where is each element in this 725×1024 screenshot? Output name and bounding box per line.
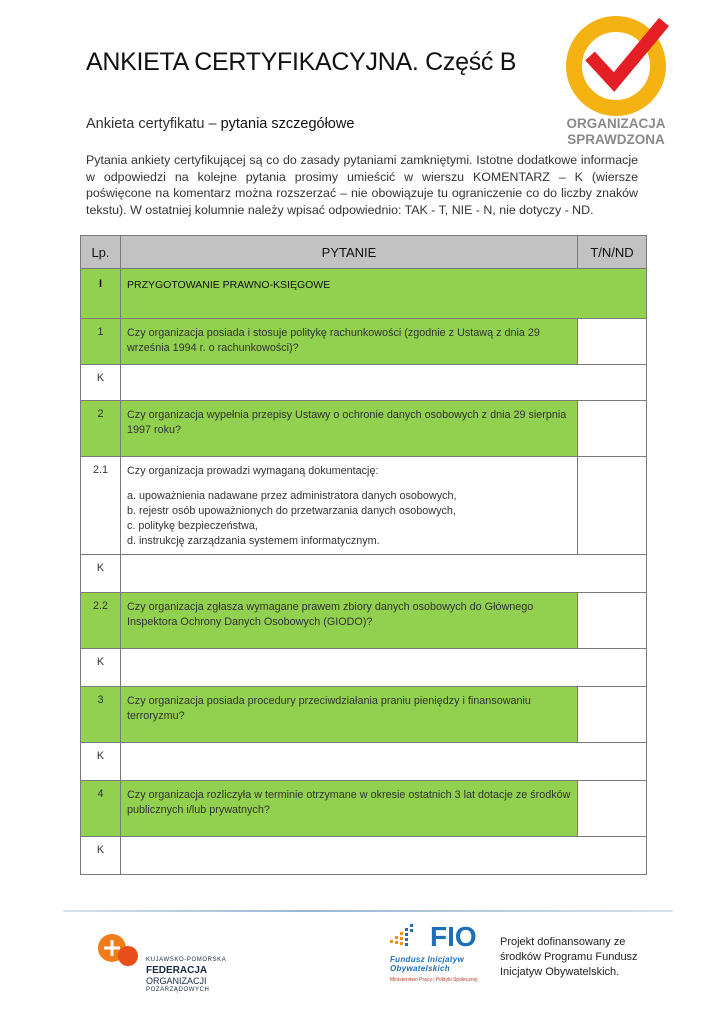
- question-number: 2.2: [81, 593, 121, 649]
- header-question: PYTANIE: [121, 236, 578, 269]
- question-row: [81, 593, 647, 649]
- question-row: [81, 781, 647, 837]
- questionnaire-table: [80, 235, 647, 875]
- comment-row: [81, 743, 647, 781]
- comment-cell[interactable]: [121, 365, 647, 401]
- question-number: 3: [81, 687, 121, 743]
- comment-cell[interactable]: [121, 743, 647, 781]
- comment-cell[interactable]: [121, 555, 647, 593]
- comment-label: K: [81, 649, 121, 687]
- question-number: 2: [81, 401, 121, 457]
- project-note: [500, 935, 638, 980]
- question-main-text: Czy organizacja prowadzi wymaganą dokumentację:: [127, 465, 379, 477]
- answer-cell[interactable]: [578, 457, 647, 555]
- comment-label: K: [81, 365, 121, 401]
- header-tnd: T/N/ND: [578, 236, 647, 269]
- kpf-line3: ORGANIZACJI: [146, 976, 207, 986]
- subtitle: [86, 116, 354, 132]
- comment-cell[interactable]: [121, 649, 647, 687]
- question-text: Czy organizacja zgłasza wymagane prawem zbiory danych osobowych do Głównego Inspektora Ochrony Danych Osobowych (GIODO)?: [121, 593, 578, 649]
- comment-label: K: [81, 555, 121, 593]
- comment-cell[interactable]: [121, 837, 647, 875]
- header-lp: Lp.: [81, 236, 121, 269]
- kpf-line2: FEDERACJA: [146, 965, 208, 976]
- fio-logo-text: FIO: [430, 922, 477, 952]
- answer-cell[interactable]: [578, 319, 647, 365]
- project-line2: środków Programu Fundusz: [500, 951, 638, 963]
- list-item: d. instrukcję zarządzania systemem informatycznym.: [127, 535, 380, 547]
- section-row: [81, 269, 647, 319]
- kpf-line1: KUJAWSKO-POMORSKA: [146, 957, 227, 963]
- subtitle-emphasis: pytania szczegółowe: [220, 116, 355, 132]
- question-row: [81, 687, 647, 743]
- project-line3: Inicjatyw Obywatelskich.: [500, 966, 620, 978]
- question-sublist: [127, 489, 571, 549]
- logo-text-line2: SPRAWDZONA: [567, 132, 665, 147]
- section-number: I: [81, 269, 121, 319]
- question-number: 2.1: [81, 457, 121, 555]
- fio-line2: Obywatelskich: [390, 964, 450, 973]
- question-text: Czy organizacja posiada i stosuje politykę rachunkowości (zgodnie z Ustawą z dnia 29 września 1994 r. o rachunkowości)?: [121, 319, 578, 365]
- logo-text-line1: ORGANIZACJA: [566, 116, 666, 131]
- comment-row: [81, 365, 647, 401]
- question-row: [81, 457, 647, 555]
- question-row: [81, 319, 647, 365]
- list-item: c. politykę bezpieczeństwa,: [127, 520, 258, 532]
- list-item: a. upoważnienia nadawane przez administratora danych osobowych,: [127, 490, 457, 502]
- organizacja-sprawdzona-logo: [560, 16, 672, 148]
- page-title: ANKIETA CERTYFIKACYJNA. Część B: [86, 48, 517, 76]
- subtitle-prefix: Ankieta certyfikatu –: [86, 116, 221, 132]
- answer-cell[interactable]: [578, 781, 647, 837]
- question-text: Czy organizacja rozliczyła w terminie otrzymane w okresie ostatnich 3 lat dotacje ze środków publicznych i/lub prywatnych?: [121, 781, 578, 837]
- section-title: PRZYGOTOWANIE PRAWNO-KSIĘGOWE: [121, 269, 647, 319]
- comment-row: [81, 555, 647, 593]
- intro-paragraph: Pytania ankiety certyfikującej są co do zasady pytaniami zamkniętymi. Istotne dodatkowe informacje w odpowiedzi na kolejne pytania prosimy umieścić w wierszu KOMENTARZ – K (wiersze poświęcone na komentarz można rozszerzać – nie obowiązuje tu ograniczenie co do liczby znaków tekstu). W ostatniej kolumnie należy wpisać odpowiednio: TAK - T, NIE - N, nie dotyczy - ND.: [86, 153, 638, 217]
- question-text: [121, 457, 578, 555]
- project-line1: Projekt dofinansowany ze: [500, 936, 626, 948]
- fio-line1: Fundusz Inicjatyw: [390, 955, 464, 964]
- question-text: Czy organizacja posiada procedury przeciwdziałania praniu pieniędzy i finansowaniu terroryzmu?: [121, 687, 578, 743]
- comment-row: [81, 649, 647, 687]
- question-number: 1: [81, 319, 121, 365]
- question-text: Czy organizacja wypełnia przepisy Ustawy o ochronie danych osobowych z dnia 29 sierpnia 1997 roku?: [121, 401, 578, 457]
- table-header-row: [81, 236, 647, 269]
- kpf-logo-text: [146, 956, 226, 995]
- question-row: [81, 401, 647, 457]
- question-number: 4: [81, 781, 121, 837]
- comment-label: K: [81, 743, 121, 781]
- comment-label: K: [81, 837, 121, 875]
- answer-cell[interactable]: [578, 401, 647, 457]
- footer-divider: [63, 910, 673, 912]
- kpf-line4: POZARZĄDOWYCH: [146, 987, 210, 993]
- fio-line3: Ministerstwo Pracy i Polityki Społecznej: [390, 977, 478, 983]
- answer-cell[interactable]: [578, 593, 647, 649]
- answer-cell[interactable]: [578, 687, 647, 743]
- list-item: b. rejestr osób upoważnionych do przetwarzania danych osobowych,: [127, 505, 456, 517]
- comment-row: [81, 837, 647, 875]
